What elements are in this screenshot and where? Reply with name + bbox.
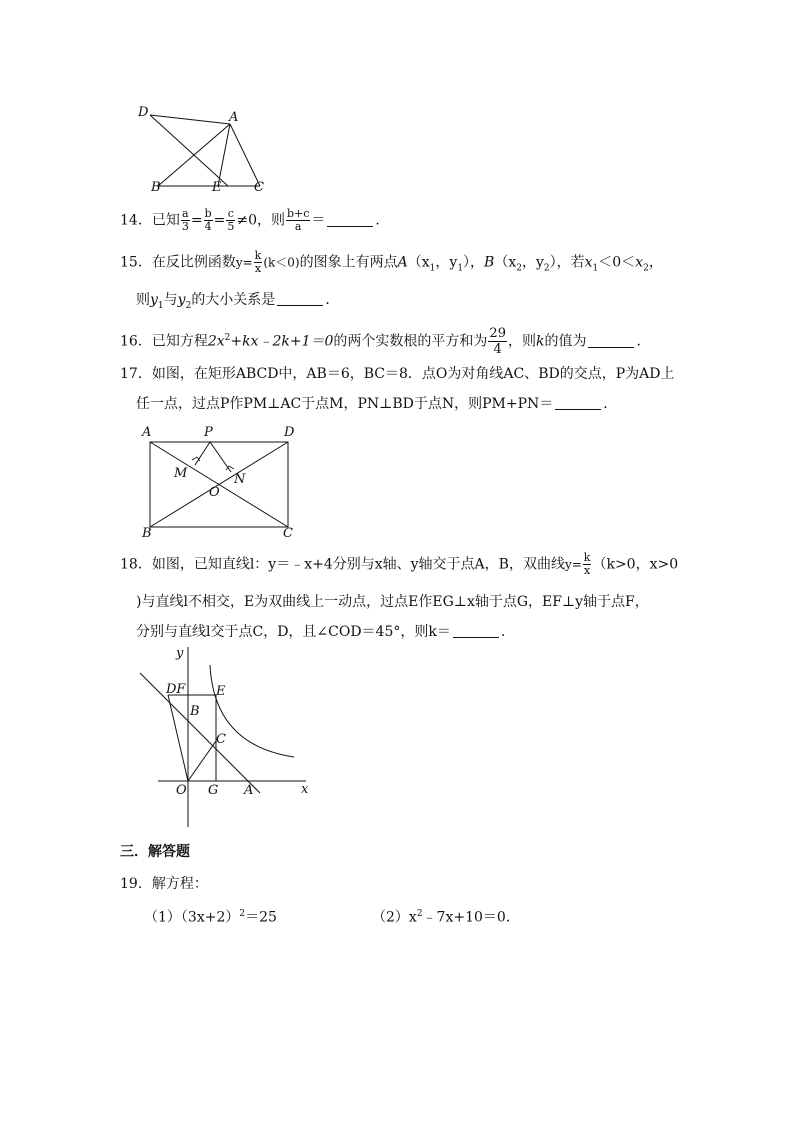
numerator: b <box>204 207 212 220</box>
question-number: 16． <box>120 333 152 350</box>
label-A: A <box>229 110 239 125</box>
superscript: 2 <box>416 909 423 919</box>
label-B: B <box>151 180 161 195</box>
question-number: 17． <box>120 366 152 382</box>
label-DF: DF <box>166 682 186 697</box>
text: 如图，在矩形ABCD中，AB＝6，BC＝8．点O为对角线AC、BD的交点，P为AD上 <box>151 366 675 382</box>
text: k <box>535 333 545 350</box>
numerator: c <box>227 207 234 220</box>
denominator: 5 <box>227 220 235 233</box>
label-P: P <box>204 425 213 440</box>
denominator: 4 <box>493 342 502 357</box>
numerator: 29 <box>489 326 506 341</box>
denominator: 3 <box>181 220 189 233</box>
label-B: B <box>142 526 152 541</box>
question-18 <box>120 552 678 577</box>
text: 已知方程 <box>151 333 208 350</box>
label-E: E <box>212 180 222 195</box>
label-O: O <box>209 485 220 500</box>
text: ），若 <box>549 254 585 271</box>
answer-blank[interactable] <box>277 291 323 306</box>
fraction-a-3 <box>181 208 190 233</box>
label-A: A <box>244 783 254 798</box>
text: A <box>397 254 408 271</box>
question-18-line-3 <box>136 622 515 642</box>
question-19 <box>120 874 208 894</box>
answer-blank[interactable] <box>327 212 373 227</box>
label-B: B <box>190 704 200 719</box>
label-G: G <box>208 783 219 798</box>
subscript: 2 <box>185 300 192 311</box>
fraction-k-x <box>583 552 592 577</box>
text: )与直线l不相交，E为双曲线上一动点，过点E作EG⊥x轴于点G，EF⊥y轴于点F， <box>136 594 649 610</box>
fraction-k-x <box>254 250 263 275</box>
section-heading: 三．解答题 <box>120 844 190 860</box>
label-C: C <box>254 180 264 195</box>
subscript: 2 <box>543 263 550 274</box>
text: ）， <box>463 254 485 271</box>
text: ，则 <box>507 333 536 350</box>
text: ． <box>500 624 515 640</box>
text: 的两个实数根的平方和为 <box>333 333 488 350</box>
label-O: O <box>176 783 187 798</box>
fraction-29-4 <box>488 326 507 357</box>
text: ． <box>375 212 390 229</box>
denominator: x <box>254 262 262 275</box>
figure-q17 <box>136 420 306 545</box>
denominator: x <box>584 564 591 577</box>
text: 在反比例函数 <box>151 254 236 271</box>
text: 的值为 <box>544 333 587 350</box>
text: (k＜0) <box>263 255 300 270</box>
figure-q18 <box>136 645 326 830</box>
text: 则 <box>136 292 150 308</box>
question-number: 15． <box>120 254 152 271</box>
numerator: a <box>182 207 189 220</box>
question-number: 19． <box>120 876 152 892</box>
label-y: y <box>176 646 184 661</box>
text: y= <box>564 557 582 572</box>
numerator: k <box>254 249 262 262</box>
text: +kx﹣2k+1＝0 <box>230 333 334 350</box>
answer-blank[interactable] <box>453 623 499 638</box>
text: ＝25 <box>245 909 277 926</box>
text: ＜0＜ <box>598 254 636 271</box>
label-D: D <box>138 105 149 120</box>
question-14 <box>120 208 389 233</box>
question-18-line-2 <box>136 592 649 612</box>
text: y <box>150 292 158 308</box>
text: 分别与直线l交于点C，D，且∠COD＝45°，则k＝ <box>136 624 451 640</box>
text: ，y <box>521 254 544 271</box>
eq-sign: = <box>190 212 203 229</box>
subscript: 2 <box>643 263 649 274</box>
numerator: b+c <box>286 207 310 220</box>
question-19-part-1 <box>144 904 277 928</box>
superscript: 2 <box>239 909 246 919</box>
text: y= <box>235 255 253 270</box>
subscript: 1 <box>429 263 436 274</box>
text: 解方程： <box>151 876 208 892</box>
label-M: M <box>174 466 188 481</box>
label-D: D <box>284 425 295 440</box>
fraction-bc-a <box>286 208 310 233</box>
text: B <box>484 254 495 271</box>
text: （1）（3x+2） <box>144 909 240 926</box>
text: （x <box>494 254 517 271</box>
denominator: a <box>294 220 302 233</box>
question-number: 18． <box>120 556 152 573</box>
label-A: A <box>142 425 152 440</box>
text: ，y <box>435 254 458 271</box>
text: ＝ <box>311 212 326 229</box>
text: ﹣7x+10＝0． <box>422 909 520 926</box>
text: ， <box>648 254 663 271</box>
question-19-part-2 <box>372 904 520 928</box>
text: ． <box>325 292 340 308</box>
question-15 <box>120 250 663 278</box>
text: 如图，已知直线l：y＝﹣x+4分别与x轴、y轴交于点A，B，双曲线 <box>151 556 565 573</box>
text: （k>0，x>0 <box>592 556 679 573</box>
label-C: C <box>283 526 293 541</box>
numerator: k <box>583 551 591 564</box>
question-17-line-2 <box>136 394 617 414</box>
text: 任一点，过点P作PM⊥AC于点M，PN⊥BD于点N，则PM+PN＝ <box>136 396 554 412</box>
label-E: E <box>216 684 226 699</box>
text: （2）x <box>372 909 417 926</box>
question-16 <box>120 326 650 357</box>
text: x <box>584 254 593 271</box>
subscript: 1 <box>157 300 164 311</box>
answer-blank[interactable] <box>555 395 601 410</box>
text: x <box>635 254 644 271</box>
label-N: N <box>234 472 246 487</box>
figure-q13 <box>130 100 280 200</box>
text: 的图象上有两点 <box>299 254 398 271</box>
subscript: 2 <box>516 263 522 274</box>
text: y <box>177 292 186 308</box>
label-x: x <box>301 782 309 797</box>
text: （x <box>407 254 430 271</box>
text: ． <box>603 396 618 412</box>
text: 已知 <box>151 212 180 229</box>
text: 与 <box>163 292 178 308</box>
denominator: 4 <box>204 220 212 233</box>
subscript: 1 <box>592 263 599 274</box>
text: ． <box>636 333 651 350</box>
answer-blank[interactable] <box>588 333 634 348</box>
fraction-b-4 <box>204 208 213 233</box>
question-17 <box>120 364 674 384</box>
subscript: 1 <box>457 263 464 274</box>
text: ≠0，则 <box>236 212 285 229</box>
question-number: 14． <box>120 212 152 229</box>
superscript: 2 <box>224 332 231 343</box>
question-15-line-2 <box>136 290 339 316</box>
fraction-c-5 <box>226 208 235 233</box>
text: 的大小关系是 <box>191 292 276 308</box>
text: 2x <box>207 333 225 350</box>
eq-sign: = <box>213 212 226 229</box>
label-C: C <box>216 732 226 747</box>
